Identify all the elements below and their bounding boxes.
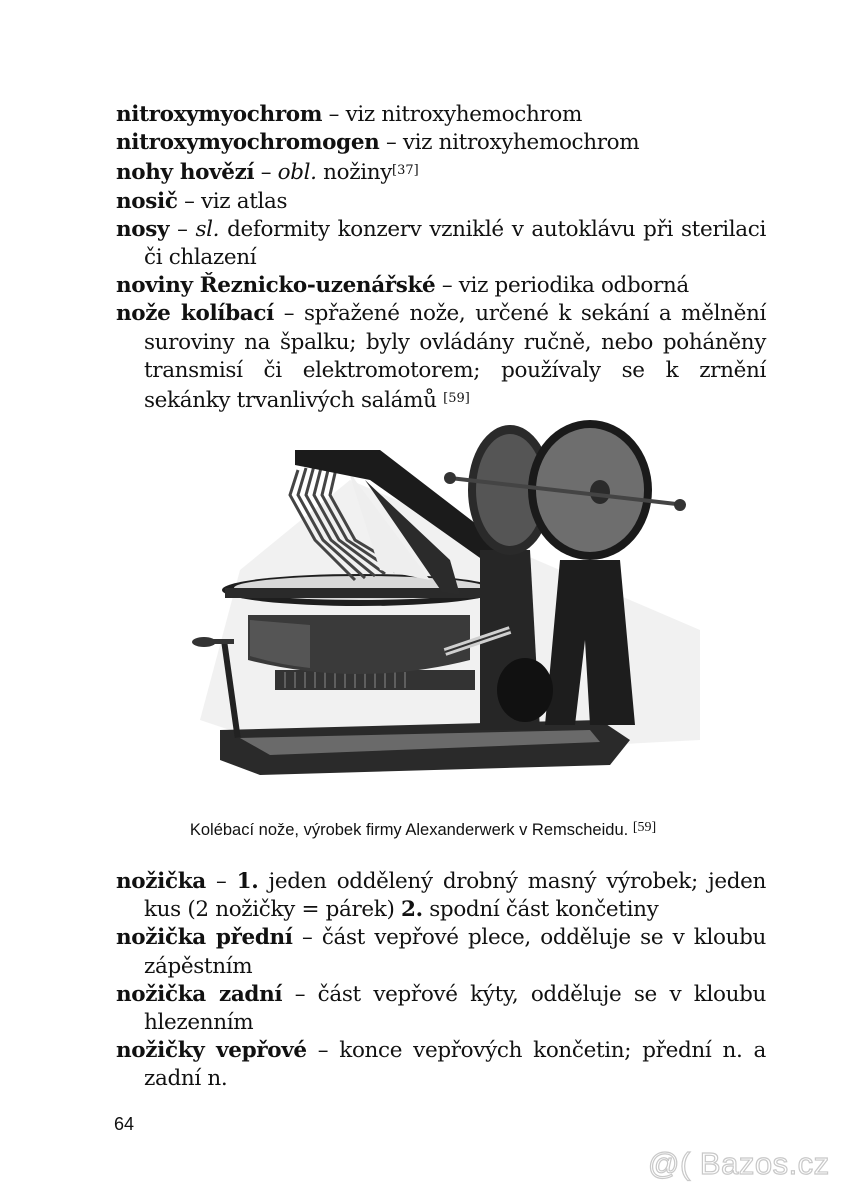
entry-term: nitroxymyochrom xyxy=(116,102,323,127)
entry-definition: deformity konzerv vzniklé v autoklávu při sterilaci či chlazení xyxy=(144,216,766,271)
entry-definition: spřažené nože, určené k sekání a mělnění suroviny na špalku; byly ovládány ručně, nebo poháněny transmisí či elektromotorem; používaly se k zrnění sekánky trvanlivých salámů xyxy=(144,301,767,414)
dash: – xyxy=(273,301,304,327)
dash: – xyxy=(177,188,201,214)
entry-term: nožička zadní xyxy=(116,981,283,1007)
dash: – xyxy=(292,925,322,951)
dash: – xyxy=(306,1038,340,1064)
entry-term: nože kolíbací xyxy=(116,301,274,327)
entry-nosic xyxy=(116,188,766,216)
entry-term: nitroxymyochromogen xyxy=(116,130,380,156)
entry-abbreviation: sl. xyxy=(195,216,220,242)
entry-nozicka xyxy=(116,868,766,924)
sense-number: 1. xyxy=(236,869,259,894)
entry-nosy xyxy=(116,216,766,272)
entry-term: nožička přední xyxy=(116,925,293,951)
dash: – xyxy=(435,273,459,299)
entry-definition: nožiny xyxy=(316,160,393,186)
entry-abbreviation: obl. xyxy=(277,160,317,186)
entry-term: nosy xyxy=(116,216,170,242)
entry-term: nožička xyxy=(116,869,206,894)
dash: – xyxy=(282,981,318,1007)
dash: – xyxy=(322,102,346,127)
entry-definition: konce vepřových končetin; přední n. a zadní n. xyxy=(144,1038,767,1092)
entry-definition: viz periodika odborná xyxy=(458,273,689,299)
entry-term: nožičky vepřové xyxy=(116,1038,307,1064)
entry-definition: část vepřové plece, odděluje se v kloubu zápěstním xyxy=(144,925,766,979)
entry-nitroxymyochromogen xyxy=(116,129,766,157)
entry-nozicka-predni xyxy=(116,924,766,980)
entry-term: noviny Řeznicko-uzenářské xyxy=(116,273,436,299)
dash: – xyxy=(205,869,237,894)
entry-nitroxymyochrom xyxy=(116,101,766,129)
page-number: 64 xyxy=(114,1114,135,1134)
watermark: @( Bazos.cz xyxy=(648,1146,830,1181)
entry-nozicka-zadni xyxy=(116,981,766,1037)
dictionary-entries-bottom xyxy=(116,868,766,1094)
entry-nohy-hovezi xyxy=(116,157,766,187)
entry-definition: viz nitroxyhemochrom xyxy=(345,102,583,127)
reference-mark: [59] xyxy=(443,391,470,407)
reference-mark: [59] xyxy=(632,820,657,835)
entry-definition: spodní část končetiny xyxy=(422,897,659,923)
machine-illustration xyxy=(180,420,740,810)
dash: – xyxy=(379,130,403,156)
entry-definition: viz atlas xyxy=(200,188,288,214)
entry-definition: část vepřové kýty, odděluje se v kloubu hlezenním xyxy=(144,981,766,1036)
entry-definition: viz nitroxyhemochrom xyxy=(402,130,640,156)
entry-term: nosič xyxy=(116,188,178,214)
entry-noze-kolibaci xyxy=(116,300,766,415)
entry-definition: jeden oddělený drobný masný výrobek; jeden kus (2 nožičky = párek) xyxy=(144,869,767,923)
figure-caption xyxy=(0,820,846,840)
caption-text: Kolébací nože, výrobek firmy Alexanderwerk v Remscheidu. xyxy=(189,821,629,839)
dash: – xyxy=(254,160,278,186)
entry-nozicky-veprove xyxy=(116,1037,766,1093)
dash: – xyxy=(169,216,196,242)
entry-noviny xyxy=(116,272,766,300)
rocking-knife-machine-image xyxy=(180,420,740,810)
reference-mark: [37] xyxy=(392,163,419,179)
dictionary-entries-top xyxy=(116,101,766,415)
entry-term: nohy hovězí xyxy=(116,160,255,186)
sense-number: 2. xyxy=(400,897,423,923)
